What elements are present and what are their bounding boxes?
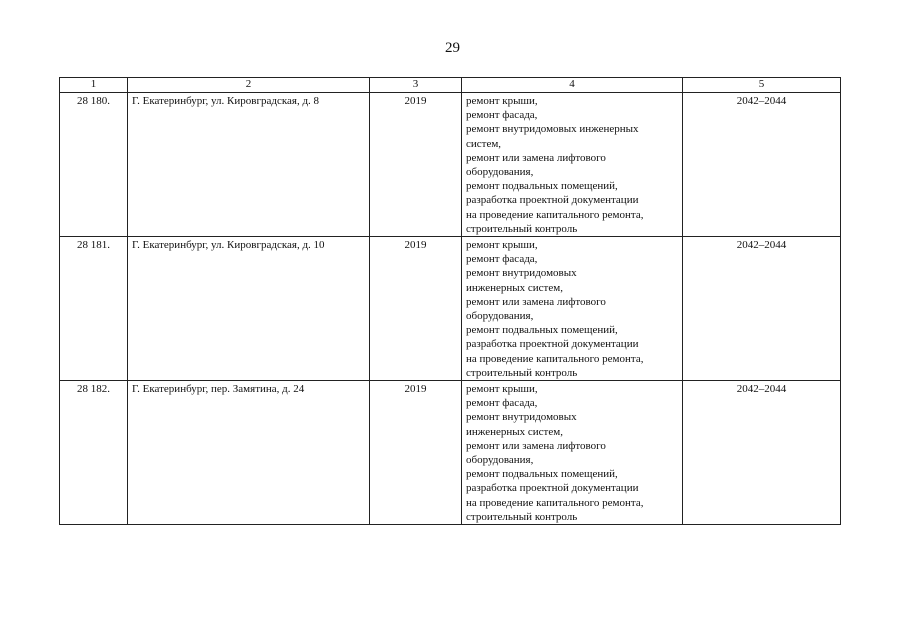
- capital-repair-table: [59, 77, 841, 525]
- work-item: инженерных систем,: [466, 281, 563, 294]
- row-works: [462, 381, 683, 525]
- header-col-1: 1: [60, 78, 128, 93]
- work-item: разработка проектной документации: [466, 482, 639, 495]
- header-col-2: 2: [128, 78, 370, 93]
- header-col-4: 4: [462, 78, 683, 93]
- work-item: оборудования,: [466, 454, 534, 467]
- work-item: ремонт крыши,: [466, 383, 538, 396]
- work-item: ремонт подвальных помещений,: [466, 180, 618, 193]
- work-item: ремонт внутридомовых: [466, 267, 577, 280]
- work-item: ремонт крыши,: [466, 95, 538, 107]
- row-works: [462, 93, 683, 237]
- work-item: ремонт фасада,: [466, 109, 538, 122]
- table-row: [60, 237, 841, 381]
- row-address: Г. Екатеринбург, ул. Кировградская, д. 10: [128, 237, 370, 381]
- work-item: строительный контроль: [466, 222, 578, 235]
- row-year: 2019: [370, 93, 462, 237]
- row-number: 28 182.: [60, 381, 128, 525]
- work-item: ремонт или замена лифтового: [466, 295, 606, 308]
- row-address: Г. Екатеринбург, пер. Замятина, д. 24: [128, 381, 370, 525]
- work-item: оборудования,: [466, 166, 534, 179]
- row-year: 2019: [370, 381, 462, 525]
- work-item: ремонт внутридомовых: [466, 411, 577, 424]
- work-item: инженерных систем,: [466, 425, 563, 438]
- work-item: ремонт или замена лифтового: [466, 151, 606, 164]
- header-row: [60, 78, 841, 93]
- work-item: ремонт внутридомовых инженерных: [466, 123, 639, 136]
- work-item: оборудования,: [466, 310, 534, 323]
- row-period: 2042–2044: [683, 237, 841, 381]
- work-item: ремонт или замена лифтового: [466, 439, 606, 452]
- row-period: 2042–2044: [683, 381, 841, 525]
- table-row: [60, 381, 841, 525]
- work-item: ремонт крыши,: [466, 239, 538, 252]
- page-number: 29: [445, 40, 460, 56]
- row-number: 28 180.: [60, 93, 128, 237]
- work-item: ремонт подвальных помещений,: [466, 324, 618, 337]
- header-col-3: 3: [370, 78, 462, 93]
- row-year: 2019: [370, 237, 462, 381]
- work-item: на проведение капитального ремонта,: [466, 496, 644, 509]
- row-works: [462, 237, 683, 381]
- work-item: ремонт фасада,: [466, 253, 538, 266]
- work-item: ремонт подвальных помещений,: [466, 468, 618, 481]
- work-item: разработка проектной документации: [466, 338, 639, 351]
- header-col-5: 5: [683, 78, 841, 93]
- work-item: на проведение капитального ремонта,: [466, 352, 644, 365]
- row-number: 28 181.: [60, 237, 128, 381]
- work-item: строительный контроль: [466, 510, 578, 523]
- row-period: 2042–2044: [683, 93, 841, 237]
- work-item: ремонт фасада,: [466, 397, 538, 410]
- row-address: Г. Екатеринбург, ул. Кировградская, д. 8: [128, 93, 370, 237]
- work-item: систем,: [466, 137, 502, 150]
- work-item: на проведение капитального ремонта,: [466, 208, 644, 221]
- work-item: строительный контроль: [466, 366, 578, 379]
- work-item: разработка проектной документации: [466, 194, 639, 207]
- table-row: [60, 93, 841, 237]
